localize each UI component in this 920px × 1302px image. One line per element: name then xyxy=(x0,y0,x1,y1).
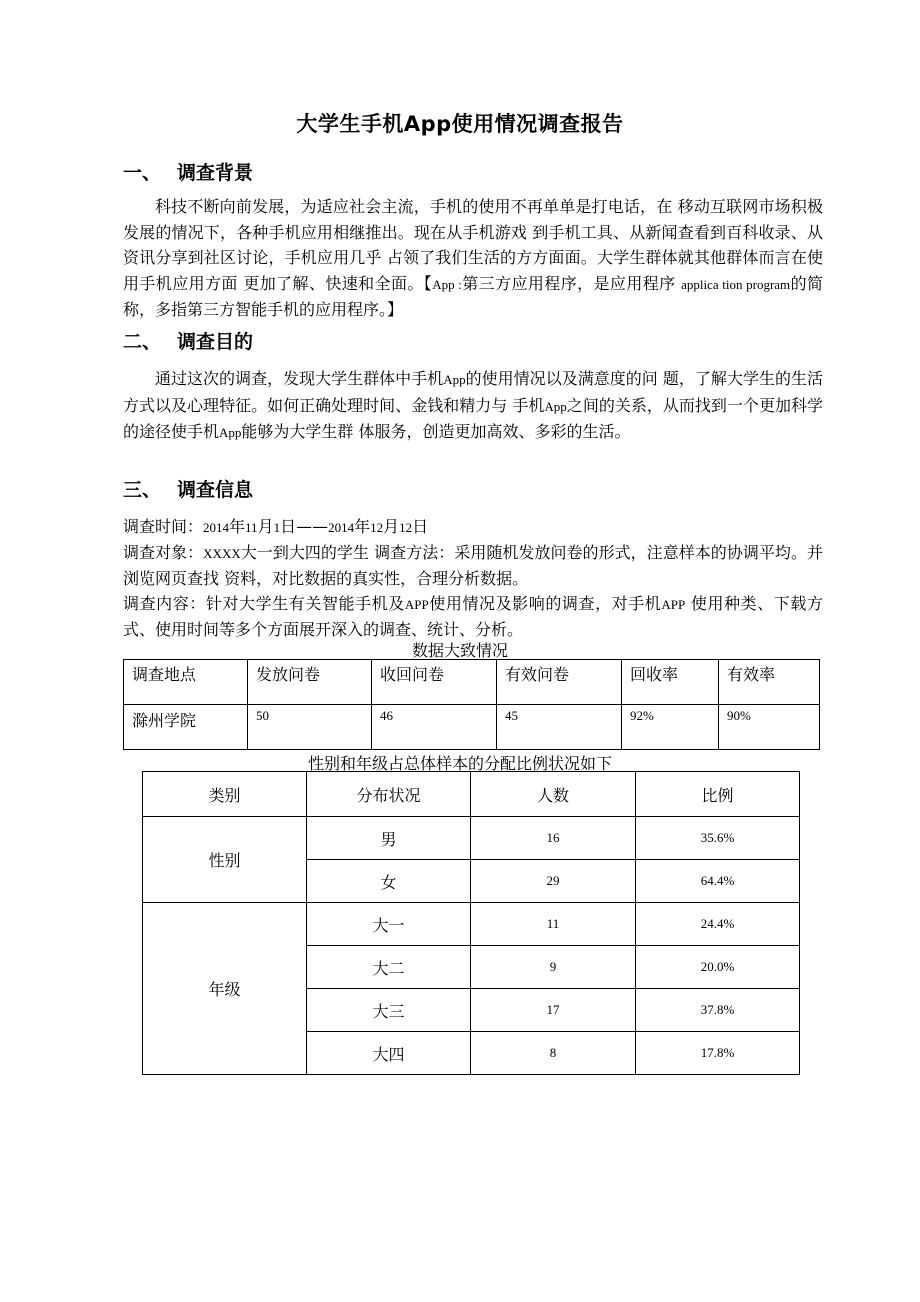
table-cell: 9 xyxy=(471,946,636,989)
table2-caption: 性别和年级占总体样本的分配比例状况如下 xyxy=(307,754,612,773)
table-cell: 女 xyxy=(307,860,471,903)
report-title: 大学生手机App使用情况调查报告 xyxy=(296,112,624,136)
section-number: 一、 xyxy=(123,162,162,184)
table-cell: 50 xyxy=(248,705,372,750)
paragraph-text: 通过这次的调查，发现大学生群体中手机 xyxy=(155,369,444,388)
table-cell: 37.8% xyxy=(636,989,800,1032)
table-cell: 滁州学院 xyxy=(124,705,248,750)
section-number: 二、 xyxy=(123,331,162,353)
table-cell: 35.6% xyxy=(636,817,800,860)
info-term: APP xyxy=(404,597,429,612)
info-text: 使用种类、下载方式、使用时间等多个方面展开深入的调查、统计、分析。 xyxy=(123,594,823,639)
paragraph-text: 的简称，多指第三方智能手机的应用程序。】 xyxy=(123,273,823,319)
survey-time xyxy=(123,514,823,540)
table-header-cell: 类别 xyxy=(143,772,307,817)
section-heading-info xyxy=(123,475,253,502)
paragraph-text: 第三方应用程序，是应用程序 xyxy=(461,273,682,293)
table-cell: 90% xyxy=(719,705,820,750)
category-cell-gender: 性别 xyxy=(143,817,307,903)
table-row xyxy=(124,705,820,750)
table-header-cell: 收回问卷 xyxy=(372,660,497,705)
date-part: 11 xyxy=(245,520,258,535)
distribution-table xyxy=(142,771,800,1075)
date-part: 日 xyxy=(412,517,429,536)
date-part: 12 xyxy=(370,520,384,535)
info-text: 使用情况及影响的调查，对手机 xyxy=(428,594,662,613)
table-header-cell: 比例 xyxy=(636,772,800,817)
date-part: 月 xyxy=(257,517,274,536)
paragraph-term: App : xyxy=(432,276,462,292)
table-cell: 46 xyxy=(372,705,497,750)
info-text: 调查内容：针对大学生有关智能手机及 xyxy=(123,594,405,613)
table-cell: 大一 xyxy=(307,903,471,946)
table-cell: 男 xyxy=(307,817,471,860)
paragraph-text: 能够为大学生群 体服务，创造更加高效、多彩的生活。 xyxy=(241,422,631,441)
survey-info xyxy=(123,514,823,642)
date-part: 2014 xyxy=(328,520,355,535)
date-part: 日—— xyxy=(280,517,329,536)
info-term: XXXX xyxy=(203,546,241,561)
date-part: 12 xyxy=(399,520,413,535)
info-text: 大一到大四的学生 调查方法：采用随机发放问卷的形式，注意样本的协调平均。并浏览网页查找 资料，对比数据的真实性，合理分析数据。 xyxy=(123,543,823,588)
section-title: 调查信息 xyxy=(177,479,254,501)
table-cell: 64.4% xyxy=(636,860,800,903)
paragraph-term: App xyxy=(544,398,567,414)
category-cell-grade: 年级 xyxy=(143,903,307,1075)
date-part: 2014 xyxy=(203,520,230,535)
paragraph-text: 之间的关系，从而找到一个更加科学的途径使手机 xyxy=(123,395,823,441)
section-number: 三、 xyxy=(123,479,162,501)
paragraph-term: App xyxy=(219,425,242,440)
paragraph-text: 科技不断向前发展，为适应社会主流，手机的使用不再单单是打电话，在 移动互联网市场积极发展的情况下，各种手机应用相继推出。现在从手机游戏 到手机工具、从新闻查看到百科收录、从资讯分享到社区讨论，手机应用几乎 占领了我们生活的方方面面。大学生群体就其他群体而言在使用手机应用方面 更加了解、快速和全面。【 xyxy=(123,197,823,293)
paragraph-term: applica tion program xyxy=(681,276,791,292)
table1-caption: 数据大致情况 xyxy=(411,641,508,660)
background-paragraph xyxy=(123,194,823,323)
section-title: 调查目的 xyxy=(177,331,254,353)
section-heading-purpose xyxy=(123,327,253,354)
info-label: 调查对象： xyxy=(123,543,204,562)
table-header-row xyxy=(124,660,820,705)
info-term: APP xyxy=(661,597,686,612)
paragraph-text: 的使用情况以及满意度的问 题，了解大学生的生活方式以及心理特征。如何正确处理时间、金钱和精力与 手机 xyxy=(123,369,823,415)
table-header-cell: 有效问卷 xyxy=(497,660,622,705)
table-header-cell: 人数 xyxy=(471,772,636,817)
date-part: 年 xyxy=(229,517,246,536)
survey-content xyxy=(123,591,823,642)
table-header-cell: 发放问卷 xyxy=(248,660,372,705)
table-row xyxy=(143,903,800,946)
table-cell: 11 xyxy=(471,903,636,946)
table-cell: 8 xyxy=(471,1032,636,1075)
table-header-cell: 回收率 xyxy=(622,660,719,705)
table-header-cell: 分布状况 xyxy=(307,772,471,817)
paragraph-term: App xyxy=(443,372,466,387)
table-cell: 大三 xyxy=(307,989,471,1032)
summary-table xyxy=(123,659,820,750)
section-title: 调查背景 xyxy=(177,162,254,184)
table-cell: 17.8% xyxy=(636,1032,800,1075)
table-row xyxy=(143,817,800,860)
table-cell: 16 xyxy=(471,817,636,860)
table-cell: 17 xyxy=(471,989,636,1032)
purpose-paragraph xyxy=(123,366,823,446)
table-cell: 29 xyxy=(471,860,636,903)
table-cell: 大四 xyxy=(307,1032,471,1075)
date-part: 1 xyxy=(273,520,281,535)
survey-object xyxy=(123,540,823,591)
date-part: 年 xyxy=(354,517,371,536)
table-cell: 20.0% xyxy=(636,946,800,989)
table-header-cell: 调查地点 xyxy=(124,660,248,705)
table-cell: 92% xyxy=(622,705,719,750)
table-cell: 24.4% xyxy=(636,903,800,946)
table-header-row xyxy=(143,772,800,817)
date-part: 月 xyxy=(383,517,400,536)
info-label: 调查时间： xyxy=(123,517,204,536)
table-cell: 大二 xyxy=(307,946,471,989)
section-heading-background xyxy=(123,158,253,185)
table-header-cell: 有效率 xyxy=(719,660,820,705)
table-cell: 45 xyxy=(497,705,622,750)
